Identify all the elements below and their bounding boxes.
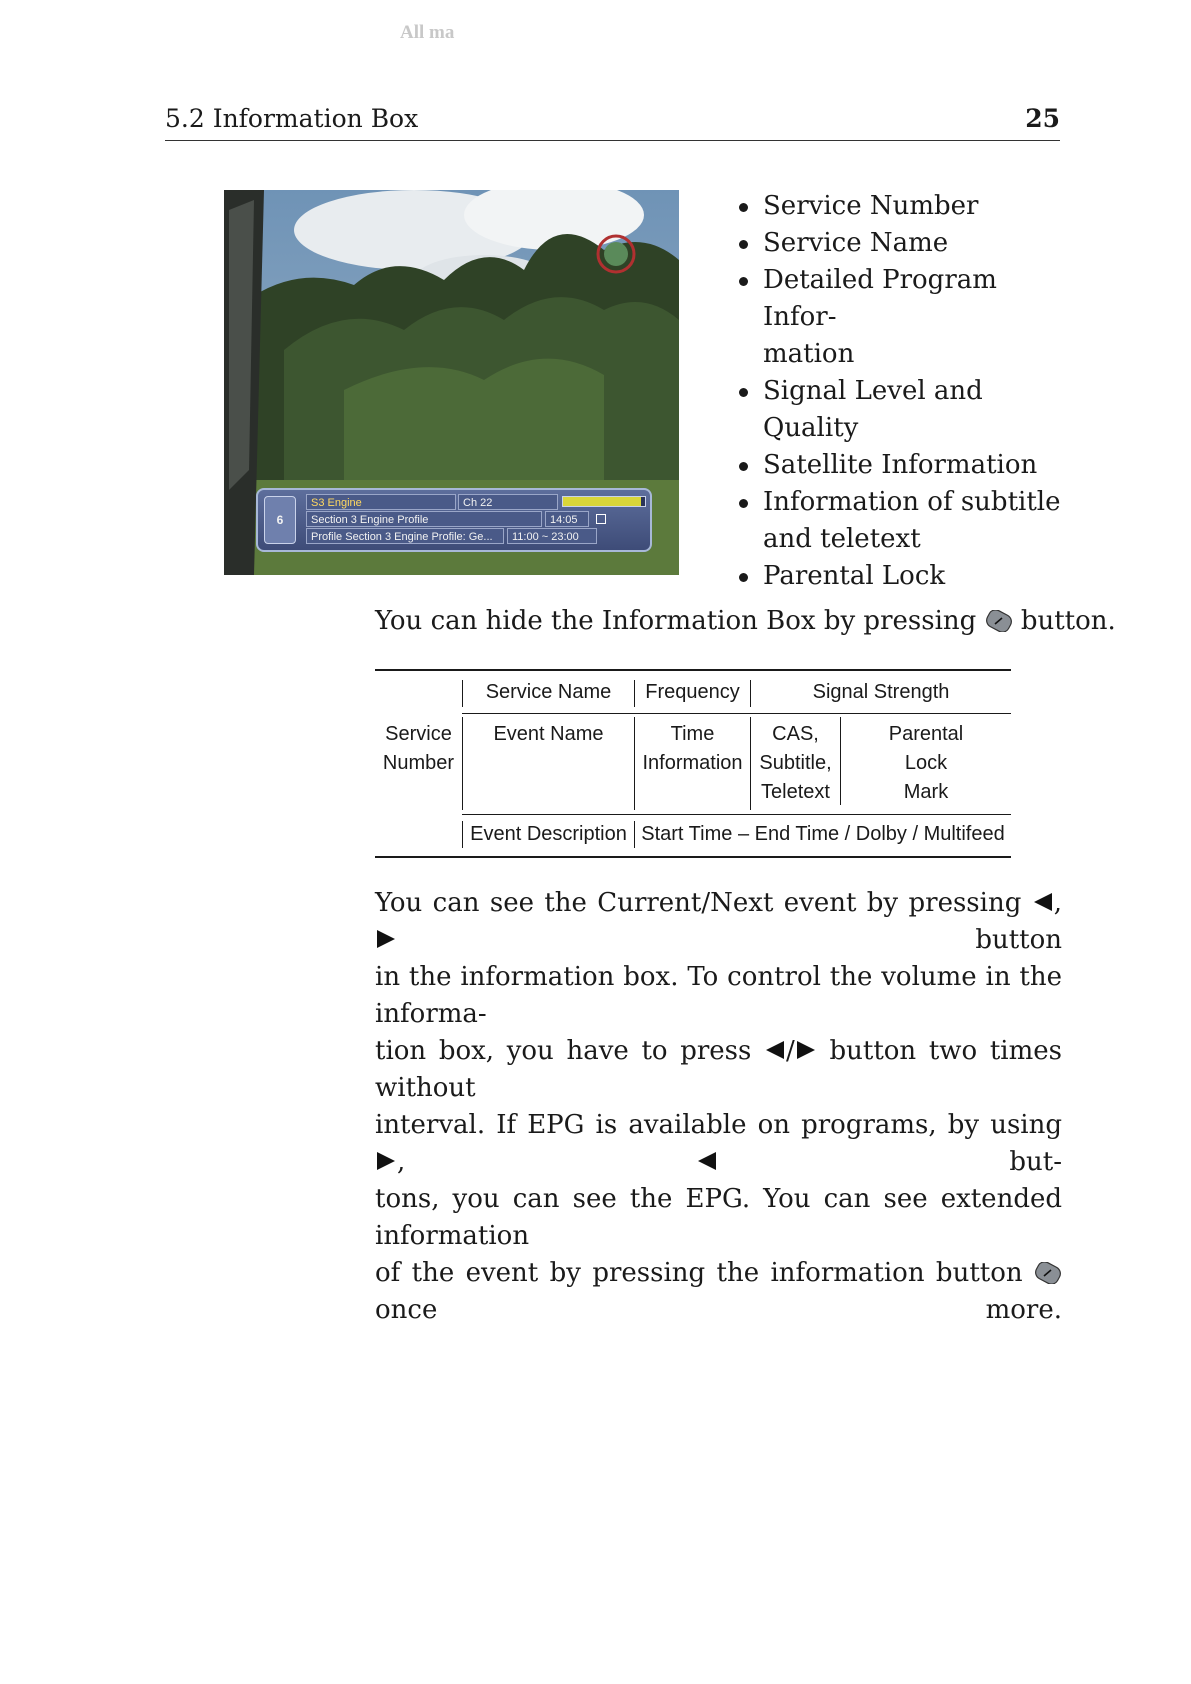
cell-time-information: Time Information <box>642 723 743 774</box>
osd-event-description: Profile Section 3 Engine Profile: Ge... <box>306 528 504 544</box>
diagram-row-rule <box>462 713 1011 714</box>
osd-frequency: Ch 22 <box>458 494 558 510</box>
osd-service-name: S3 Engine <box>306 494 456 510</box>
diagram-bottom-rule <box>375 856 1011 858</box>
left-arrow-icon <box>764 1040 786 1060</box>
tv-screenshot <box>224 190 679 575</box>
list-item: Service Name <box>737 225 1077 262</box>
cell-parental-lock: Parental Lock Mark <box>888 723 964 803</box>
list-item: Information of subtitle <box>737 484 1077 521</box>
info-box-diagram <box>375 669 1011 859</box>
paragraph-line: tons, you can see the EPG. You can see extended information <box>375 1184 1062 1251</box>
list-item: Service Number <box>737 188 1077 225</box>
info-box-overlay <box>256 488 652 552</box>
right-arrow-icon <box>375 1151 397 1171</box>
list-item-continuation: and teletext <box>763 524 921 554</box>
hide-text-end: button. <box>1020 606 1116 636</box>
info-button-icon <box>1034 1262 1062 1284</box>
cell-frequency: Frequency <box>645 681 740 703</box>
page-header <box>165 104 1060 141</box>
list-item: Signal Level and Quality <box>737 373 1077 447</box>
cell-start-end-time: Start Time – End Time / Dolby / Multifeed <box>641 823 1005 845</box>
cell-signal-strength: Signal Strength <box>812 681 950 703</box>
cell-event-description: Event Description <box>470 823 627 845</box>
cell-service-name: Service Name <box>485 681 612 703</box>
cell-cas-subtitle-teletext: CAS, Subtitle, Teletext <box>759 723 832 803</box>
page-number: 25 <box>1025 104 1060 133</box>
cell-service-number: Service Number <box>382 723 455 774</box>
osd-signal-bar <box>562 496 646 507</box>
service-number-badge: 6 <box>264 496 296 544</box>
list-item: Detailed Program Infor- <box>737 262 1077 336</box>
osd-event-name: Section 3 Engine Profile <box>306 511 542 527</box>
right-arrow-icon <box>795 1040 817 1060</box>
osd-time: 14:05 <box>545 511 589 527</box>
diagram-top-rule <box>375 669 1011 671</box>
diagram-row-rule <box>462 814 1011 815</box>
right-arrow-icon <box>375 929 397 949</box>
list-item-continuation: mation <box>763 339 855 369</box>
section-title: 5.2 Information Box <box>165 104 419 133</box>
info-button-icon <box>985 610 1013 632</box>
cell-event-name: Event Name <box>493 723 604 745</box>
body-paragraph: You can see the Current/Next event by pressing , button in the information box. To control the volume in the informa- tion box, you have to press / button two times without interval. If EPG is available on programs, by using , but- tons, you can see the EPG. You can see extended information of the event by pressing the information button once more. <box>375 888 1063 1325</box>
left-arrow-icon <box>696 1151 718 1171</box>
osd-parental-box <box>596 514 606 524</box>
paragraph-line: in the information box. To control the volume in the informa- <box>375 962 1062 1029</box>
watermark: All ma <box>400 22 455 43</box>
hide-text: You can hide the Information Box by pressing <box>375 606 977 636</box>
list-item: Parental Lock <box>737 558 1077 595</box>
osd-time-range: 11:00 ~ 23:00 <box>507 528 597 544</box>
list-item: Satellite Information <box>737 447 1077 484</box>
feature-list <box>737 188 1077 595</box>
left-arrow-icon <box>1032 892 1054 912</box>
hide-instruction <box>375 606 1116 636</box>
